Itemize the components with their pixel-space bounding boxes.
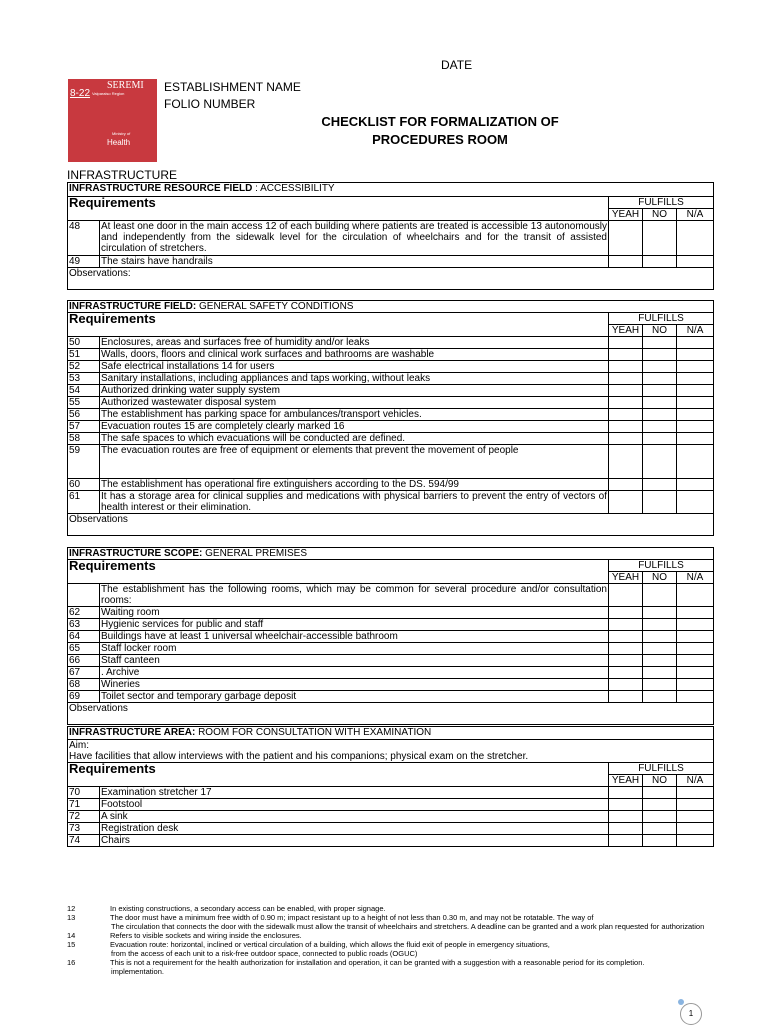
requirement-text: Waiting room: [100, 607, 609, 619]
requirement-text: The establishment has parking space for ambulances/transport vehicles.: [100, 409, 609, 421]
requirement-text: Hygienic services for public and staff: [100, 619, 609, 631]
yes-checkbox[interactable]: [609, 256, 643, 268]
no-checkbox[interactable]: [643, 835, 677, 847]
requirement-text: Staff canteen: [100, 655, 609, 667]
no-checkbox[interactable]: [643, 491, 677, 514]
yes-checkbox[interactable]: [609, 385, 643, 397]
yes-checkbox[interactable]: [609, 823, 643, 835]
yes-checkbox[interactable]: [609, 397, 643, 409]
na-checkbox[interactable]: [677, 631, 714, 643]
na-checkbox[interactable]: [677, 409, 714, 421]
na-checkbox[interactable]: [677, 445, 714, 479]
table-row: [68, 691, 714, 703]
accessibility-table: [67, 182, 714, 290]
requirement-number: 69: [68, 691, 100, 703]
na-checkbox[interactable]: [677, 337, 714, 349]
seremi-logo: [68, 79, 157, 162]
table-row: 48 At least one door in the main access 12 of each building where patients are treated is accessible 13 autonomously and independently from the sidewalk level for the circulation of wheelchairs and for the transit of assisted circulation of stretchers.: [68, 221, 714, 256]
no-checkbox[interactable]: [643, 433, 677, 445]
requirement-number: 68: [68, 679, 100, 691]
na-header: N/A: [677, 572, 714, 584]
no-checkbox[interactable]: [643, 811, 677, 823]
requirement-text: It has a storage area for clinical supplies and medications with physical barriers to prevent the entry of vectors of health interest or their elimination.: [101, 491, 607, 513]
requirement-text: Toilet sector and temporary garbage deposit: [100, 691, 609, 703]
table-row: [68, 655, 714, 667]
no-checkbox[interactable]: [643, 607, 677, 619]
na-checkbox[interactable]: [677, 691, 714, 703]
requirement-number: 71: [68, 799, 100, 811]
requirement-text: Walls, doors, floors and clinical work surfaces and bathrooms are washable: [100, 349, 609, 361]
table-row: [68, 397, 714, 409]
requirement-text: Authorized drinking water supply system: [100, 385, 609, 397]
table-row: [68, 679, 714, 691]
requirement-number: 74: [68, 835, 100, 847]
na-checkbox[interactable]: [677, 619, 714, 631]
no-checkbox[interactable]: [643, 361, 677, 373]
table-row: [68, 337, 714, 349]
no-checkbox[interactable]: [643, 397, 677, 409]
page-number: 1: [680, 1003, 702, 1025]
na-checkbox[interactable]: [677, 361, 714, 373]
requirement-text: Examination stretcher 17: [100, 787, 609, 799]
table-row: [68, 361, 714, 373]
no-header: NO: [643, 775, 677, 787]
page-marker-dot: [678, 999, 684, 1005]
no-checkbox[interactable]: [643, 479, 677, 491]
requirement-number: 62: [68, 607, 100, 619]
na-checkbox[interactable]: [677, 421, 714, 433]
table-row: [68, 409, 714, 421]
fulfills-header: FULFILLS: [609, 313, 714, 325]
logo-code: 8-22: [70, 88, 91, 99]
table-row: [68, 491, 714, 514]
requirement-number: 53: [68, 373, 100, 385]
yes-checkbox[interactable]: [609, 361, 643, 373]
requirement-number: 70: [68, 787, 100, 799]
logo-brand: SEREMI: [107, 80, 144, 91]
yes-checkbox[interactable]: [609, 835, 643, 847]
yes-checkbox[interactable]: [609, 445, 643, 479]
na-checkbox[interactable]: [677, 799, 714, 811]
table-row: [68, 479, 714, 491]
yes-checkbox[interactable]: [609, 421, 643, 433]
footnote: The circulation that connects the door with the sidewalk must allow the transit of wheelchairs and stretchers. A deadline can be granted and a work plan requested for authorization: [111, 922, 705, 931]
requirements-header: Requirements: [68, 763, 609, 787]
no-checkbox[interactable]: [643, 349, 677, 361]
requirement-number: 61: [68, 491, 100, 514]
requirement-number: 67: [68, 667, 100, 679]
footnote: 14 Refers to visible sockets and wiring inside the enclosures.: [67, 931, 302, 940]
table-field-header: INFRASTRUCTURE RESOURCE FIELD : ACCESSIBILITY: [68, 183, 714, 197]
date-label: DATE: [441, 58, 473, 72]
yes-checkbox[interactable]: [609, 479, 643, 491]
requirement-text: The establishment has operational fire extinguishers according to the DS. 594/99: [100, 479, 609, 491]
requirement-text: At least one door in the main access 12 of each building where patients are treated is accessible 13 autonomously and independently from the sidewalk level for the circulation of wheelchairs and for the transit of assisted circulation of stretchers.: [101, 221, 607, 254]
requirement-text: The safe spaces to which evacuations will be conducted are defined.: [100, 433, 609, 445]
page-title-line2: PROCEDURES ROOM: [372, 132, 508, 147]
na-header: N/A: [677, 325, 714, 337]
na-header: N/A: [677, 775, 714, 787]
page-title-line1: CHECKLIST FOR FORMALIZATION OF: [321, 114, 559, 129]
section-label: INFRASTRUCTURE: [67, 168, 177, 182]
logo-ministry: Ministry of: [112, 131, 131, 136]
yes-checkbox[interactable]: [609, 433, 643, 445]
yes-checkbox[interactable]: [609, 349, 643, 361]
na-checkbox[interactable]: [677, 479, 714, 491]
na-checkbox[interactable]: [677, 811, 714, 823]
yes-header: YEAH: [609, 775, 643, 787]
requirement-number: 54: [68, 385, 100, 397]
table-field-header: INFRASTRUCTURE SCOPE: GENERAL PREMISES: [68, 548, 714, 560]
na-checkbox[interactable]: [677, 433, 714, 445]
na-checkbox[interactable]: [677, 491, 714, 514]
no-checkbox[interactable]: [643, 584, 677, 607]
na-checkbox[interactable]: [677, 607, 714, 619]
table-field-header: INFRASTRUCTURE AREA: ROOM FOR CONSULTATION WITH EXAMINATION: [68, 727, 714, 740]
na-checkbox[interactable]: [677, 667, 714, 679]
no-checkbox[interactable]: [643, 445, 677, 479]
table-row: [68, 385, 714, 397]
safety-conditions-table: [67, 300, 714, 536]
requirement-number: 50: [68, 337, 100, 349]
requirement-text: Authorized wastewater disposal system: [100, 397, 609, 409]
yes-checkbox[interactable]: [609, 221, 643, 256]
no-checkbox[interactable]: [643, 409, 677, 421]
footnote: 15 Evacuation route: horizontal, inclined or vertical circulation of a building, which allows the fluid exit of people in emergency situations,: [67, 940, 550, 949]
footnote: 16 This is not a requirement for the health authorization for installation and operation, it can be granted with a suggestion with a reasonable period for its completion.: [67, 958, 645, 967]
requirement-number: 66: [68, 655, 100, 667]
table-row: [68, 607, 714, 619]
table-row: [68, 421, 714, 433]
fulfills-header: FULFILLS: [609, 560, 714, 572]
yes-checkbox[interactable]: [609, 631, 643, 643]
na-checkbox[interactable]: [677, 385, 714, 397]
requirement-text: Wineries: [100, 679, 609, 691]
no-header: NO: [643, 209, 677, 221]
requirement-intro: The establishment has the following rooms, which may be common for several procedure and/or consultation rooms:: [101, 584, 607, 606]
requirements-header: Requirements: [68, 197, 609, 221]
table-row: 49 The stairs have handrails: [68, 256, 714, 268]
no-checkbox[interactable]: [643, 256, 677, 268]
no-checkbox[interactable]: [643, 373, 677, 385]
requirement-text: Registration desk: [100, 823, 609, 835]
na-header: N/A: [677, 209, 714, 221]
requirement-text: Sanitary installations, including appliances and taps working, without leaks: [100, 373, 609, 385]
requirement-text: Footstool: [100, 799, 609, 811]
table-row: [68, 445, 714, 479]
table-row: [68, 823, 714, 835]
no-checkbox[interactable]: [643, 643, 677, 655]
no-checkbox[interactable]: [643, 679, 677, 691]
requirement-number: 55: [68, 397, 100, 409]
fulfills-header: FULFILLS: [609, 197, 714, 209]
table-row: [68, 619, 714, 631]
table-row: [68, 799, 714, 811]
requirement-number: 65: [68, 643, 100, 655]
requirement-number: 60: [68, 479, 100, 491]
footnote: implementation.: [111, 967, 164, 976]
yes-checkbox[interactable]: [609, 619, 643, 631]
requirement-text: Enclosures, areas and surfaces free of humidity and/or leaks: [100, 337, 609, 349]
yes-header: YEAH: [609, 325, 643, 337]
aim-field: Aim: Have facilities that allow interviews with the patient and his companions; physical exam on the stretcher.: [68, 740, 714, 763]
requirement-text: Chairs: [100, 835, 609, 847]
folio-number-label: FOLIO NUMBER: [164, 97, 256, 111]
na-checkbox[interactable]: [677, 584, 714, 607]
requirement-number: 73: [68, 823, 100, 835]
table-row: [68, 835, 714, 847]
yes-checkbox[interactable]: [609, 787, 643, 799]
no-checkbox[interactable]: [643, 655, 677, 667]
na-checkbox[interactable]: [677, 397, 714, 409]
footnotes: [67, 904, 707, 976]
table-row: [68, 631, 714, 643]
requirements-header: Requirements: [68, 560, 609, 584]
table-row: [68, 373, 714, 385]
requirement-number: 57: [68, 421, 100, 433]
observations-field[interactable]: Observations: [68, 514, 714, 536]
na-checkbox[interactable]: [677, 221, 714, 256]
no-checkbox[interactable]: [643, 385, 677, 397]
requirement-text: The evacuation routes are free of equipment or elements that prevent the movement of people: [100, 445, 609, 479]
yes-checkbox[interactable]: [609, 337, 643, 349]
yes-checkbox[interactable]: [609, 799, 643, 811]
table-field-header: INFRASTRUCTURE FIELD: GENERAL SAFETY CONDITIONS: [68, 301, 714, 313]
requirement-number: 59: [68, 445, 100, 479]
observations-field[interactable]: Observations: [68, 703, 714, 725]
table-row: [68, 433, 714, 445]
footnote: 13 The door must have a minimum free width of 0.90 m; impact resistant up to a height of not less than 0.30 m, and may not be rotatable. The way of: [67, 913, 594, 922]
no-checkbox[interactable]: [643, 799, 677, 811]
na-checkbox[interactable]: [677, 787, 714, 799]
requirement-number: 51: [68, 349, 100, 361]
yes-header: YEAH: [609, 572, 643, 584]
requirement-number: 64: [68, 631, 100, 643]
general-premises-table: [67, 547, 714, 725]
yes-checkbox[interactable]: [609, 667, 643, 679]
table-row: [68, 787, 714, 799]
no-checkbox[interactable]: [643, 823, 677, 835]
yes-checkbox[interactable]: [609, 584, 643, 607]
na-checkbox[interactable]: [677, 373, 714, 385]
fulfills-header: FULFILLS: [609, 763, 714, 775]
no-checkbox[interactable]: [643, 619, 677, 631]
na-checkbox[interactable]: [677, 655, 714, 667]
consultation-room-table: [67, 726, 714, 847]
no-checkbox[interactable]: [643, 221, 677, 256]
na-checkbox[interactable]: [677, 835, 714, 847]
requirement-text: Safe electrical installations 14 for users: [100, 361, 609, 373]
footnote: 12 In existing constructions, a secondary access can be enabled, with proper signage.: [67, 904, 386, 913]
yes-checkbox[interactable]: [609, 811, 643, 823]
establishment-name-label: ESTABLISHMENT NAME: [164, 80, 301, 94]
table-row: [68, 349, 714, 361]
requirement-text: The stairs have handrails: [100, 256, 609, 268]
no-header: NO: [643, 572, 677, 584]
yes-checkbox[interactable]: [609, 679, 643, 691]
table-row: [68, 667, 714, 679]
no-checkbox[interactable]: [643, 667, 677, 679]
requirement-text: Staff locker room: [100, 643, 609, 655]
requirement-number: 72: [68, 811, 100, 823]
na-checkbox[interactable]: [677, 256, 714, 268]
yes-checkbox[interactable]: [609, 409, 643, 421]
observations-field[interactable]: Observations:: [68, 268, 714, 290]
no-checkbox[interactable]: [643, 631, 677, 643]
yes-checkbox[interactable]: [609, 491, 643, 514]
no-checkbox[interactable]: [643, 421, 677, 433]
no-checkbox[interactable]: [643, 337, 677, 349]
requirement-number: 58: [68, 433, 100, 445]
na-checkbox[interactable]: [677, 679, 714, 691]
logo-region: Valparaiso Region: [92, 91, 125, 96]
na-checkbox[interactable]: [677, 349, 714, 361]
yes-checkbox[interactable]: [609, 655, 643, 667]
na-checkbox[interactable]: [677, 823, 714, 835]
requirement-number: 63: [68, 619, 100, 631]
yes-checkbox[interactable]: [609, 643, 643, 655]
table-row: [68, 584, 714, 607]
yes-checkbox[interactable]: [609, 373, 643, 385]
requirement-number: 56: [68, 409, 100, 421]
requirements-header: Requirements: [68, 313, 609, 337]
na-checkbox[interactable]: [677, 643, 714, 655]
table-row: [68, 643, 714, 655]
yes-header: YEAH: [609, 209, 643, 221]
no-checkbox[interactable]: [643, 691, 677, 703]
requirement-text: A sink: [100, 811, 609, 823]
yes-checkbox[interactable]: [609, 607, 643, 619]
table-row: [68, 811, 714, 823]
footnote: from the access of each unit to a risk-free outdoor space, connected to public roads (OGUC): [111, 949, 418, 958]
no-checkbox[interactable]: [643, 787, 677, 799]
no-header: NO: [643, 325, 677, 337]
logo-health: Health: [107, 138, 131, 147]
requirement-text: Evacuation routes 15 are completely clearly marked 16: [100, 421, 609, 433]
yes-checkbox[interactable]: [609, 691, 643, 703]
requirement-number: 52: [68, 361, 100, 373]
requirement-text: . Archive: [100, 667, 609, 679]
requirement-text: Buildings have at least 1 universal wheelchair-accessible bathroom: [100, 631, 609, 643]
